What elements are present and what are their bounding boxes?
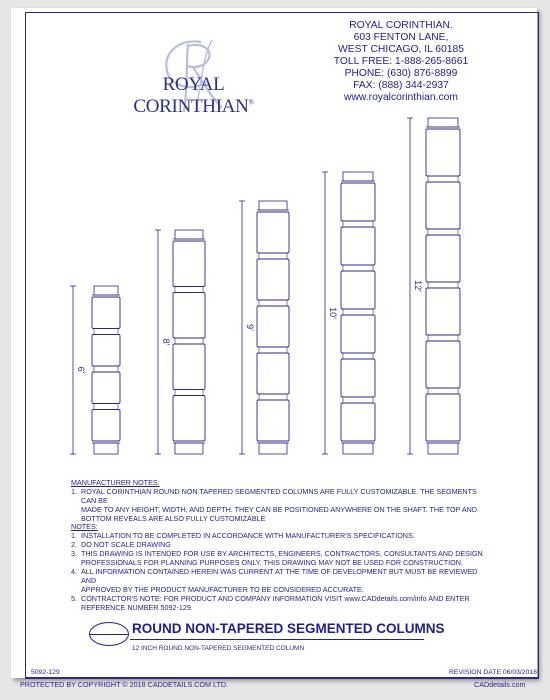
note-line: MADE TO ANY HEIGHT, WIDTH, AND DEPTH. THEY CAN BE POSITIONED ANYWHERE ON THE SHAFT. THE TOP AND	[81, 505, 478, 514]
height-dimension-label: 8'	[161, 338, 171, 346]
column-base	[428, 443, 458, 454]
note-item	[71, 549, 491, 567]
column-base	[175, 443, 203, 454]
manufacturer-notes	[71, 478, 491, 523]
registered-mark: ®	[248, 98, 254, 107]
column-base	[343, 443, 373, 454]
note-number: 5.	[71, 594, 77, 603]
manufacturer-note-item	[71, 487, 491, 523]
segment-reveal	[94, 366, 118, 372]
column-segment	[341, 227, 375, 265]
note-line: BOTTOM REVEALS ARE ALSO FULLY CUSTOMIZABLE	[81, 514, 266, 523]
column-base	[94, 443, 118, 454]
segment-reveal	[175, 287, 203, 293]
note-line: ALL INFORMATION CONTAINED HEREIN WAS CURRENT AT THE TIME OF DEVELOPMENT BUT MUST BE REVIEWED AND	[81, 567, 478, 585]
segment-reveal	[94, 329, 118, 335]
note-number: 4.	[71, 567, 77, 576]
note-number: 3.	[71, 549, 77, 558]
note-line: DO NOT SCALE DRAWING	[81, 540, 171, 549]
segment-reveal	[343, 221, 373, 227]
height-dimension-label: 9'	[245, 324, 255, 331]
notes-header: NOTES:	[71, 522, 98, 531]
note-number: 1.	[71, 531, 77, 540]
column-segment	[341, 183, 375, 221]
segment-reveal	[259, 347, 287, 353]
company-website[interactable]: www.royalcorinthian.com	[344, 92, 458, 103]
column-segment	[173, 241, 205, 287]
column-4	[322, 172, 375, 454]
note-item	[71, 567, 491, 594]
copyright-notice: PROTECTED BY COPYRIGHT © 2018 CADDETAILS.COM LTD.	[20, 680, 229, 689]
column-segment	[341, 403, 375, 441]
column-segment	[426, 341, 460, 388]
note-line: REFERENCE NUMBER 5092-129.	[81, 603, 193, 612]
column-segment	[341, 315, 375, 353]
column-segment	[257, 400, 289, 441]
revision-date: REVISION DATE 06/03/2018	[449, 669, 537, 676]
note-line: APPROVED BY THE PRODUCT MANUFACTURER TO BE CONSIDERED ACCURATE.	[81, 585, 364, 594]
column-cap	[175, 230, 203, 239]
drawing-sheet	[11, 8, 537, 678]
note-line: THIS DRAWING IS INTENDED FOR USE BY ARCHITECTS, ENGINEERS, CONTRACTORS, CONSULTANTS AND DESIGN	[81, 549, 483, 558]
column-base	[259, 443, 287, 454]
segment-reveal	[343, 397, 373, 403]
segment-reveal	[428, 282, 458, 288]
column-segment	[341, 359, 375, 397]
height-dimension-label: 12'	[413, 280, 423, 292]
segment-reveal	[259, 253, 287, 259]
title-underline	[130, 639, 424, 640]
column-segment	[92, 335, 120, 367]
column-segment	[257, 212, 289, 253]
detail-bubble-divider	[89, 634, 129, 635]
column-segment	[257, 353, 289, 394]
segment-reveal	[175, 390, 203, 396]
column-segment	[426, 235, 460, 282]
segment-reveal	[343, 309, 373, 315]
column-1	[70, 286, 120, 454]
column-cap	[343, 172, 373, 181]
column-2	[155, 230, 205, 454]
note-number: 1.	[71, 487, 77, 496]
column-segment	[92, 372, 120, 404]
logo-text: ROYAL CORINTHIAN	[133, 74, 249, 117]
column-cap	[428, 118, 458, 127]
segment-reveal	[428, 229, 458, 235]
column-segment	[426, 182, 460, 229]
column-segment	[426, 129, 460, 176]
column-segment	[173, 396, 205, 442]
manufacturer-notes-header: MANUFACTURER NOTES:	[71, 478, 160, 487]
column-segment	[257, 259, 289, 300]
company-phone: PHONE: (630) 876-8899	[344, 68, 458, 79]
segment-reveal	[343, 353, 373, 359]
note-line: INSTALLATION TO BE COMPLETED IN ACCORDANCE WITH MANUFACTURER'S SPECIFICATIONS.	[81, 531, 415, 540]
segment-reveal	[259, 394, 287, 400]
company-address-street: 603 FENTON LANE,	[353, 32, 449, 43]
note-item	[71, 594, 491, 612]
height-dimension-label: 6'	[76, 366, 86, 374]
note-number: 2.	[71, 540, 77, 549]
segment-reveal	[343, 265, 373, 271]
company-toll-free: TOLL FREE: 1-888-265-8661	[333, 56, 469, 67]
column-3	[239, 201, 289, 454]
segment-reveal	[259, 300, 287, 306]
column-segment	[92, 297, 120, 329]
general-notes	[71, 522, 491, 612]
column-5	[407, 118, 460, 454]
segment-reveal	[428, 176, 458, 182]
segment-reveal	[428, 335, 458, 341]
drawing-subtitle: 12 INCH ROUND NON-TAPERED SEGMENTED COLUMN	[132, 645, 305, 652]
column-segment	[173, 344, 205, 390]
drawing-code: 5092-129	[31, 669, 60, 676]
company-address-city: WEST CHICAGO, IL 60185	[338, 44, 464, 55]
note-item	[71, 540, 491, 549]
column-segment	[426, 394, 460, 441]
column-cap	[94, 286, 118, 295]
note-line: ROYAL CORINTHIAN ROUND NON TAPERED SEGMENTED COLUMNS ARE FULLY CUSTOMIZABLE. THE SEGMENTS CAN BE	[81, 487, 477, 505]
note-line: PROFESSIONALS FOR PLANNING PURPOSES ONLY. THIS DRAWING MAY NOT BE USED FOR CONSTRUCTION.	[81, 558, 463, 567]
caddetails-link[interactable]: CADdetails.com	[474, 680, 526, 689]
note-item	[71, 531, 491, 540]
drawing-title: ROUND NON-TAPERED SEGMENTED COLUMNS	[132, 621, 445, 636]
company-fax: FAX: (888) 344-2937	[353, 80, 449, 91]
column-segment	[426, 288, 460, 335]
segment-reveal	[94, 404, 118, 410]
height-dimension-label: 10'	[328, 307, 338, 319]
segment-reveal	[175, 338, 203, 344]
note-line: CONTRACTOR'S NOTE: FOR PRODUCT AND COMPANY INFORMATION VISIT www.CADdetails.com/info AND ENTER	[81, 594, 470, 603]
column-segment	[257, 306, 289, 347]
segment-reveal	[428, 388, 458, 394]
column-segment	[92, 410, 120, 442]
bottom-border	[25, 677, 539, 678]
company-name: ROYAL CORINTHIAN.	[349, 20, 453, 31]
column-segment	[173, 293, 205, 339]
column-cap	[259, 201, 287, 210]
column-segment	[341, 271, 375, 309]
